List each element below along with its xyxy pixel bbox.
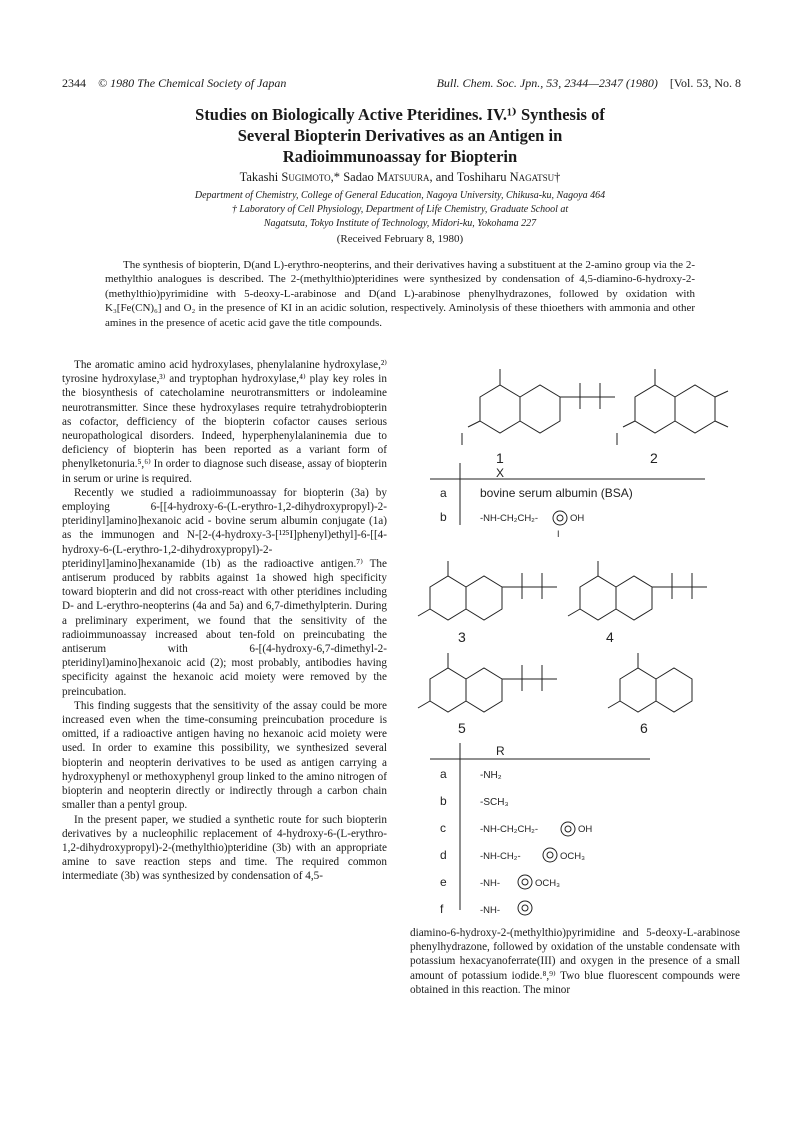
page-number: 2344 (62, 76, 86, 90)
received-date: (Received February 8, 1980) (336, 233, 464, 245)
r-row-value: -NH₂ (480, 770, 502, 781)
compound-6-structure (608, 653, 692, 712)
compound-2-structure (617, 369, 728, 445)
r-row-value: -NH- (480, 905, 501, 916)
r-row-value: -NH- (480, 878, 501, 889)
x-table-header: X (496, 466, 505, 480)
compound-label: 3 (458, 629, 466, 645)
author-last-name: Matsuura, (376, 170, 433, 184)
r-row-key: d (440, 848, 447, 862)
compound-label: 1 (496, 450, 504, 466)
paper-title (60, 104, 740, 167)
x-row-value: bovine serum albumin (BSA) (480, 486, 633, 500)
r-row-value: -NH-CH₂CH₂- (480, 824, 539, 835)
x-row-value: -NH-CH₂CH₂- (480, 513, 539, 524)
compound-label: 6 (640, 720, 648, 736)
compound-label: 5 (458, 720, 466, 736)
r-row-key: c (440, 821, 446, 835)
x-row-key: b (440, 510, 447, 524)
hydroxy-group: OH (578, 824, 593, 835)
body-paragraph: Recently we studied a radioimmunoassay for biopterin (3a) by employing 6-[[4-hydroxy-6-(L-erythro-1,2-dihydroxypropyl)-2-pteridinyl]amino]hexanoic acid - bovine serum albumin conjugate (1a) as the immunogen and N-[2-(4-hydroxy-3-[¹²⁵I]phenyl)ethyl]-6-[[4-hydroxy-6-(L-erythro-1,2-dihydroxypropyl)-2-pteridinyl]amino]hexanamide (1b) as the radioactive antigen.⁷⁾ The antiserum produced by rabbits against 1a showed high specificity toward biopterin and did not cross-react with other pteridines including D- and L-erythro-neopterins (4a and 5a) and 6,7-dimethylpterin. During a preliminary experiment, we found that the sensitivity of the radioimmunoassay increased about ten-fold on preincubating the antiserum with 6-[(4-hydroxy-6,7-dimethyl-2-pteridinyl)amino]hexanoic acid (2); most probably, antibodies having specificity against the hexanoic acid moiety were removed by the preincubation. (62, 486, 387, 698)
title-line-1: Studies on Biologically Active Pteridines. IV.¹⁾ Synthesis of (195, 105, 605, 124)
affiliation-line: Nagatsuta, Tokyo Institute of Technology, Midori-ku, Yokohama 227 (263, 218, 537, 229)
methoxy-group: OCH₃ (535, 878, 560, 889)
author-first-name: and Toshiharu (435, 170, 507, 184)
r-row-key: e (440, 875, 447, 889)
r-row-value: -NH-CH₂- (480, 851, 521, 862)
body-paragraph: The aromatic amino acid hydroxylases, phenylalanine hydroxylase,²⁾ tyrosine hydroxylase,³⁾ and tryptophan hydroxylase,⁴⁾ play key roles in the biosynthesis of catecholamine neurotransmitters or indoleamine neurotransmitter. Since these hydroxylases require tetrahydrobiopterin as cofactor, defficiency of the biopterin cofactor causes serious neuropathological disorders. Indeed, hyperphenylalaninemia due to deficiency of biopterin has been reported as a variant form of phenylketonuria.⁵,⁶⁾ In order to diagnose such disease, assay of biopterin in serum or urine is required. (62, 359, 387, 485)
r-row-value: -SCH₃ (480, 797, 509, 808)
author-last-name: Nagatsu† (509, 170, 561, 184)
running-header-left (62, 76, 286, 91)
copyright-line: © 1980 The Chemical Society of Japan (98, 76, 287, 90)
running-header-right (437, 76, 741, 91)
author-list (60, 170, 740, 185)
r-row-key: b (440, 794, 447, 808)
r-row-key: f (440, 902, 444, 916)
body-paragraph: diamino-6-hydroxy-2-(methylthio)pyrimidine and 5-deoxy-L-arabinose phenylhydrazone, followed by oxidation of the unstable condensate with potassium hexacyanoferrate(III) and oxygen in the presence of a small amount of potassium iodide.⁸,⁹⁾ Two blue fluorescent compounds were obtained in this reaction. The minor (410, 927, 740, 996)
compound-3-structure (418, 561, 557, 620)
body-column-right (410, 926, 740, 997)
compound-label: 2 (650, 450, 658, 466)
journal-citation: Bull. Chem. Soc. Jpn., 53, 2344—2347 (1980) (436, 76, 658, 90)
iodo-group: I (557, 529, 560, 539)
compound-4-structure (568, 561, 707, 620)
structures-figure (400, 355, 745, 920)
abstract: The synthesis of biopterin, D(and L)-erythro-neopterins, and their derivatives having a substituent at the 2-amino group via the 2-methylthio analogues is described. The 2-(methylthio)pteridines were synthesized by condensation of 4,5-diamino-6-hydroxy-2-(methylthio)pyrimidine with 5-deoxy-L-arabinose and D(and L)-arabinose phenylhydrazones, followed by oxidation with K₃[Fe(CN)₆] and O₂ in the presence of KI in an acidic solution, respectively. Aminolysis of these thioethers with ammonia and other amines in the presence of acetic acid gave the title compounds. (105, 259, 695, 329)
body-paragraph: This finding suggests that the sensitivity of the assay could be more increased even when the time-consuming preincubation procedure is omitted, if a radioactive antigen having no hexanoic acid moiety were used. In order to examine this possibility, we synthesized several biopterin and neopterin derivatives to be used as antigen carrying a hydroxyphenyl or methoxyphenyl group linked to the amino nitrogen of biopterin and neopterin directly or indirectly through a carbon chain smaller than a pentyl group. (62, 699, 387, 812)
compound-1-structure (462, 369, 615, 445)
body-column-left (62, 358, 387, 884)
methoxy-group: OCH₃ (560, 851, 585, 862)
body-paragraph: In the present paper, we studied a synthetic route for such biopterin derivatives by a nucleophilic replacement of 4-hydroxy-6-(L-erythro-1,2-dihydroxypropyl)-2-(methylthio)pteridine (3b) with an appropriate amine to save reaction steps and time. The required common intermediate (3b) was synthesized by condensation of 4,5- (62, 813, 387, 883)
title-line-3: Radioimmunoassay for Biopterin (282, 147, 518, 166)
affiliation-line: Department of Chemistry, College of General Education, Nagoya University, Chikusa-ku, Nagoya 464 (194, 190, 606, 201)
x-row-key: a (440, 486, 447, 500)
compound-label: 4 (606, 629, 614, 645)
r-row-key: a (440, 767, 447, 781)
title-line-2: Several Biopterin Derivatives as an Antigen in (237, 126, 563, 145)
r-table-header: R (496, 744, 505, 758)
hydroxy-group: OH (570, 513, 585, 524)
compound-5-structure (418, 653, 557, 712)
author-last-name: Sugimoto,* (281, 170, 341, 184)
affiliation-line: † Laboratory of Cell Physiology, Department of Life Chemistry, Graduate School at (231, 204, 569, 215)
author-first-name: Takashi (239, 170, 279, 184)
author-first-name: Sadao (343, 170, 374, 184)
volume-issue: [Vol. 53, No. 8 (669, 76, 741, 90)
